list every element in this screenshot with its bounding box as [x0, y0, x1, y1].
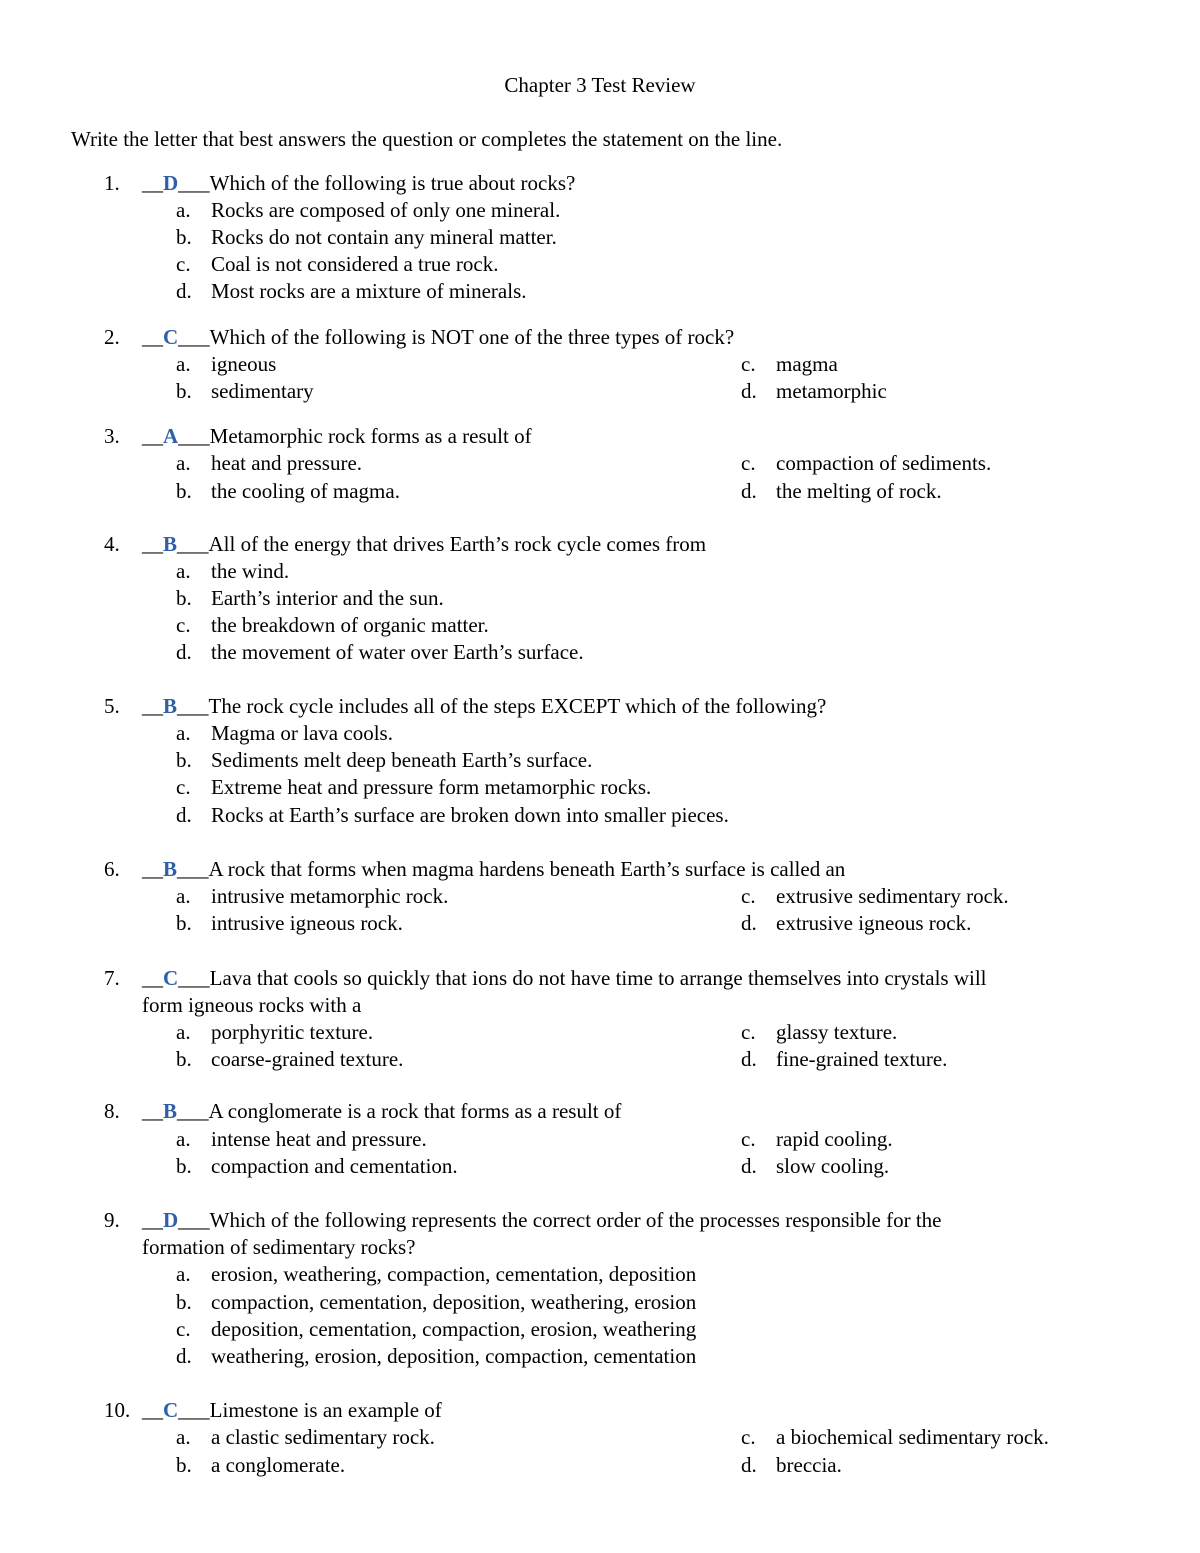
- option-text: the melting of rock.: [776, 479, 942, 503]
- question-number: 6.: [104, 857, 120, 881]
- question-text: The rock cycle includes all of the steps EXCEPT which of the following?: [208, 694, 827, 718]
- question-10: [0, 1397, 1200, 1477]
- question-text-line: [142, 856, 1102, 883]
- option-letter: a.: [176, 1262, 191, 1286]
- question-text-line: [142, 965, 1102, 992]
- question-number: 8.: [104, 1099, 120, 1123]
- option-text: glassy texture.: [776, 1020, 898, 1044]
- answer-letter: D: [163, 1208, 179, 1232]
- page-title: Chapter 3 Test Review: [504, 73, 696, 97]
- answer-blank: __: [142, 424, 163, 448]
- option-letter: b.: [176, 1154, 192, 1178]
- option-letter: c.: [176, 1317, 191, 1341]
- answer-blank: __: [142, 1398, 163, 1422]
- option-letter: b.: [176, 225, 192, 249]
- question-8: [0, 1098, 1200, 1178]
- question-number: 1.: [104, 171, 120, 195]
- answer-blank: ___: [178, 966, 210, 990]
- option-text: extrusive sedimentary rock.: [776, 884, 1009, 908]
- option-letter: c.: [741, 1020, 756, 1044]
- option-letter: c.: [741, 884, 756, 908]
- question-text: Which of the following is true about rocks?: [209, 171, 576, 195]
- option-letter: c.: [176, 775, 191, 799]
- question-text: Which of the following represents the correct order of the processes responsible for the: [209, 1208, 942, 1232]
- question-3: [0, 423, 1200, 503]
- option-letter: a.: [176, 198, 191, 222]
- question-text-line: [142, 324, 1102, 351]
- answer-letter: B: [163, 694, 178, 718]
- question-text: Metamorphic rock forms as a result of: [209, 424, 532, 448]
- option-text: porphyritic texture.: [211, 1020, 374, 1044]
- answer-letter: D: [163, 171, 179, 195]
- question-text-line: [142, 423, 1102, 450]
- instructions: Write the letter that best answers the question or completes the statement on the line.: [71, 127, 783, 151]
- option-text: Coal is not considered a true rock.: [211, 252, 499, 276]
- option-letter: d.: [176, 279, 192, 303]
- option-letter: a.: [176, 1425, 191, 1449]
- option-letter: d.: [741, 911, 757, 935]
- answer-blank: __: [142, 966, 163, 990]
- question-text-line: [142, 531, 1102, 558]
- question-number: 4.: [104, 532, 120, 556]
- option-text: compaction and cementation.: [211, 1154, 458, 1178]
- option-text: Magma or lava cools.: [211, 721, 393, 745]
- option-letter: b.: [176, 911, 192, 935]
- option-letter: a.: [176, 352, 191, 376]
- option-letter: d.: [176, 1344, 192, 1368]
- option-text: the wind.: [211, 559, 290, 583]
- option-text: coarse-grained texture.: [211, 1047, 404, 1071]
- question-text-line: [142, 693, 1102, 720]
- option-letter: a.: [176, 1020, 191, 1044]
- option-text: intrusive metamorphic rock.: [211, 884, 449, 908]
- answer-letter: B: [163, 857, 178, 881]
- option-letter: d.: [176, 803, 192, 827]
- option-text: a conglomerate.: [211, 1453, 346, 1477]
- option-text: Extreme heat and pressure form metamorphic rocks.: [211, 775, 652, 799]
- question-number: 7.: [104, 966, 120, 990]
- answer-blank: __: [142, 1208, 163, 1232]
- question-4: [0, 531, 1200, 664]
- option-text: rapid cooling.: [776, 1127, 893, 1151]
- option-letter: c.: [741, 1425, 756, 1449]
- question-9: [0, 1207, 1200, 1368]
- question-number: 10.: [104, 1398, 131, 1422]
- question-text-line: [142, 1207, 1102, 1234]
- question-text: All of the energy that drives Earth’s rock cycle comes from: [208, 532, 707, 556]
- option-letter: c.: [176, 613, 191, 637]
- option-text: the cooling of magma.: [211, 479, 400, 503]
- answer-blank: ___: [178, 171, 210, 195]
- question-text: Limestone is an example of: [209, 1398, 442, 1422]
- option-text: a biochemical sedimentary rock.: [776, 1425, 1049, 1449]
- answer-blank: ___: [177, 1099, 209, 1123]
- option-text: deposition, cementation, compaction, erosion, weathering: [211, 1317, 697, 1341]
- answer-blank: ___: [178, 424, 210, 448]
- option-letter: d.: [741, 379, 757, 403]
- answer-letter: A: [163, 424, 179, 448]
- option-letter: b.: [176, 1047, 192, 1071]
- option-letter: a.: [176, 721, 191, 745]
- option-text: Rocks do not contain any mineral matter.: [211, 225, 557, 249]
- option-letter: c.: [741, 352, 756, 376]
- answer-blank: ___: [178, 1398, 210, 1422]
- option-text: Sediments melt deep beneath Earth’s surface.: [211, 748, 593, 772]
- option-text: compaction of sediments.: [776, 451, 992, 475]
- option-letter: a.: [176, 559, 191, 583]
- question-text-line: [142, 1397, 1102, 1424]
- option-text: weathering, erosion, deposition, compaction, cementation: [211, 1344, 697, 1368]
- question-6: [0, 856, 1200, 935]
- option-text: heat and pressure.: [211, 451, 363, 475]
- question-7: [0, 965, 1200, 1071]
- answer-letter: C: [163, 325, 179, 349]
- option-letter: b.: [176, 1453, 192, 1477]
- answer-blank: __: [142, 1099, 163, 1123]
- option-text: magma: [776, 352, 838, 376]
- option-text: erosion, weathering, compaction, cementation, deposition: [211, 1262, 697, 1286]
- question-text-line: [142, 1098, 1102, 1125]
- question-text: Which of the following is NOT one of the three types of rock?: [209, 325, 735, 349]
- question-number: 3.: [104, 424, 120, 448]
- option-text: sedimentary: [211, 379, 314, 403]
- option-letter: a.: [176, 884, 191, 908]
- answer-blank: ___: [178, 325, 210, 349]
- question-text-continued: formation of sedimentary rocks?: [142, 1235, 416, 1259]
- question-number: 9.: [104, 1208, 120, 1232]
- question-number: 2.: [104, 325, 120, 349]
- answer-blank: __: [142, 694, 163, 718]
- option-text: the movement of water over Earth’s surface.: [211, 640, 584, 664]
- answer-blank: __: [142, 325, 163, 349]
- option-letter: c.: [741, 451, 756, 475]
- option-letter: c.: [741, 1127, 756, 1151]
- option-text: a clastic sedimentary rock.: [211, 1425, 435, 1449]
- option-text: the breakdown of organic matter.: [211, 613, 489, 637]
- option-letter: d.: [741, 1047, 757, 1071]
- option-text: compaction, cementation, deposition, weathering, erosion: [211, 1290, 697, 1314]
- option-text: igneous: [211, 352, 277, 376]
- option-text: intense heat and pressure.: [211, 1127, 427, 1151]
- question-text: Lava that cools so quickly that ions do not have time to arrange themselves into crystals will: [209, 966, 987, 990]
- answer-blank: ___: [177, 532, 209, 556]
- question-2: [0, 324, 1200, 403]
- answer-blank: __: [142, 532, 163, 556]
- answer-blank: ___: [178, 1208, 210, 1232]
- option-letter: a.: [176, 451, 191, 475]
- option-text: metamorphic: [776, 379, 887, 403]
- question-number: 5.: [104, 694, 120, 718]
- option-text: fine-grained texture.: [776, 1047, 948, 1071]
- answer-letter: C: [163, 1398, 179, 1422]
- option-letter: b.: [176, 379, 192, 403]
- option-text: slow cooling.: [776, 1154, 890, 1178]
- option-letter: b.: [176, 479, 192, 503]
- question-text-line: [142, 170, 1102, 197]
- question-1: [0, 170, 1200, 303]
- question-5: [0, 693, 1200, 827]
- answer-blank: ___: [177, 694, 209, 718]
- question-text: A rock that forms when magma hardens beneath Earth’s surface is called an: [208, 857, 846, 881]
- answer-letter: B: [163, 532, 178, 556]
- question-text: A conglomerate is a rock that forms as a result of: [208, 1099, 622, 1123]
- question-text-continued: form igneous rocks with a: [142, 993, 362, 1017]
- option-letter: a.: [176, 1127, 191, 1151]
- option-letter: b.: [176, 586, 192, 610]
- option-text: Earth’s interior and the sun.: [211, 586, 444, 610]
- option-text: intrusive igneous rock.: [211, 911, 403, 935]
- option-text: Rocks are composed of only one mineral.: [211, 198, 561, 222]
- answer-blank: __: [142, 171, 163, 195]
- option-letter: c.: [176, 252, 191, 276]
- answer-letter: C: [163, 966, 179, 990]
- answer-blank: __: [142, 857, 163, 881]
- option-text: Rocks at Earth’s surface are broken down into smaller pieces.: [211, 803, 729, 827]
- option-text: extrusive igneous rock.: [776, 911, 972, 935]
- option-letter: d.: [741, 1154, 757, 1178]
- option-letter: b.: [176, 748, 192, 772]
- answer-letter: B: [163, 1099, 178, 1123]
- option-text: breccia.: [776, 1453, 842, 1477]
- answer-blank: ___: [177, 857, 209, 881]
- option-letter: d.: [176, 640, 192, 664]
- option-letter: d.: [741, 479, 757, 503]
- option-letter: b.: [176, 1290, 192, 1314]
- option-letter: d.: [741, 1453, 757, 1477]
- option-text: Most rocks are a mixture of minerals.: [211, 279, 527, 303]
